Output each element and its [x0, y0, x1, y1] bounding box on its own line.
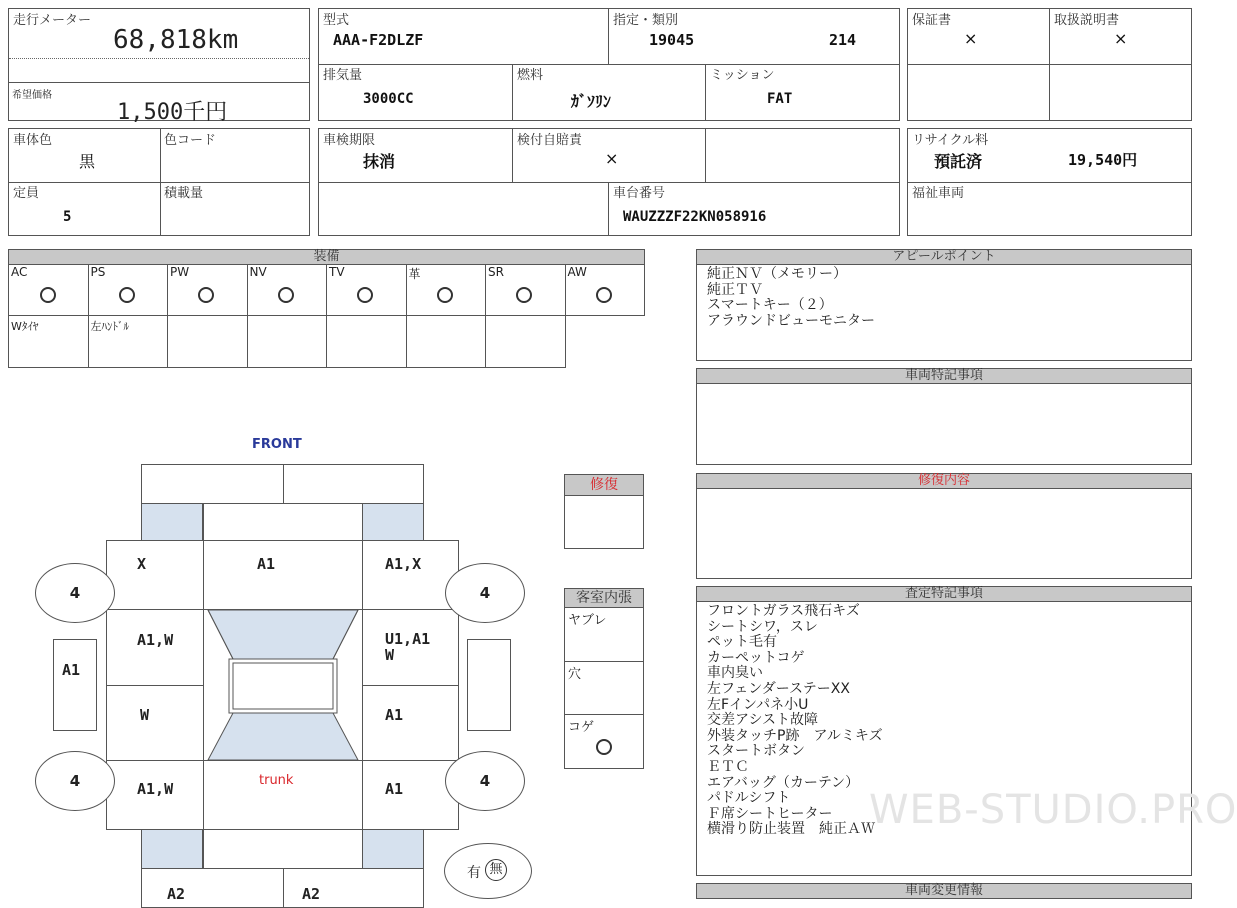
capacity-label: 定員: [13, 186, 40, 201]
assessment-line: Ｆ席シートヒーター: [707, 805, 833, 822]
panel-rear-door-left: [106, 685, 204, 761]
equipment-cell-2: [167, 264, 248, 316]
tire-rear-left: 4: [35, 751, 115, 811]
equipment-label: 左ﾊﾝﾄﾞﾙ: [90, 320, 129, 333]
odometer-value: 68,818km: [113, 25, 239, 55]
label-rear-left: A1,W: [137, 780, 174, 798]
fuel-value: ｶﾞｿﾘﾝ: [571, 92, 612, 111]
trunk-label: trunk: [259, 773, 294, 788]
equipment-label: AC: [11, 265, 28, 279]
rear-right-pillar-area: [362, 829, 424, 869]
assessment-line: 車内臭い: [707, 665, 763, 682]
assessment-line: 横滑り防止装置 純正ＡＷ: [707, 821, 875, 838]
equipment-label: TV: [329, 265, 345, 279]
assessment-line: 左Fインパネ小U: [707, 696, 809, 713]
panel-rear-right: [362, 760, 459, 830]
equipment-label: SR: [488, 265, 504, 279]
equipment-cell-0: [8, 264, 89, 316]
equipment-label: PS: [90, 265, 106, 279]
presence-yes-label: 有: [467, 865, 481, 881]
equipment-cell-row2-5: [406, 315, 487, 368]
interior-item: [564, 661, 644, 715]
equipment-cell-4: [326, 264, 407, 316]
special-notes-header: 車両特記事項: [696, 368, 1192, 384]
recycle-amount: 19,540円: [1068, 151, 1138, 169]
appeal-panel: [696, 264, 1192, 361]
interior-item-label: 穴: [568, 667, 582, 682]
assessment-line: カーペットコゲ: [707, 649, 805, 666]
repair-box: [564, 495, 644, 549]
equipment-cell-row2-6: [485, 315, 566, 368]
assessment-line: 交差アシスト故障: [707, 712, 819, 729]
front-label: FRONT: [252, 437, 302, 452]
equipment-label: AW: [567, 265, 587, 279]
equipment-mark: [357, 287, 373, 303]
inspection-value: 抹消: [363, 152, 396, 171]
assessment-panel: [696, 601, 1237, 876]
equipment-mark: [278, 287, 294, 303]
cabin-outline: [203, 609, 363, 761]
equipment-cell-7: [565, 264, 646, 316]
manual-value: ×: [1114, 29, 1128, 48]
warranty-label: 保証書: [912, 13, 952, 28]
label-bumper-left: A2: [167, 885, 186, 903]
load-label: 積載量: [164, 186, 204, 201]
assessment-line: ＥＴＣ: [707, 758, 749, 775]
equipment-cell-3: [247, 264, 328, 316]
color-code-label: 色コード: [164, 133, 217, 148]
odometer-price-box: [8, 8, 310, 125]
body-color-value: 黒: [79, 152, 96, 171]
assessment-line: 外装タッチP跡 アルミキズ: [707, 727, 883, 744]
label-rear-right: A1: [385, 780, 404, 798]
equipment-cell-row2-0: [8, 315, 89, 368]
designation-value-2: 214: [829, 31, 857, 49]
mission-label: ミッション: [710, 68, 775, 83]
panel-hood: [203, 540, 363, 610]
assessment-line: パドルシフト: [707, 790, 791, 807]
documents-box: [907, 8, 1192, 121]
interior-item: [564, 714, 644, 769]
appeal-line: スマートキー（２）: [707, 297, 833, 314]
body-color-label: 車体色: [13, 133, 53, 148]
equipment-label: NV: [249, 265, 267, 279]
interior-item-mark: [596, 739, 612, 755]
equipment-header: 装備: [8, 249, 645, 265]
equipment-cell-5: [406, 264, 487, 316]
rear-deck: [203, 829, 363, 869]
recycle-welfare-box: [907, 128, 1192, 236]
equipment-mark: [437, 287, 453, 303]
equipment-cell-row2-4: [326, 315, 407, 368]
side-skirt-right: [467, 639, 511, 731]
interior-item-label: ヤブレ: [568, 613, 607, 628]
interior-header: 客室内張: [564, 588, 644, 608]
tire-rear-right: 4: [445, 751, 525, 811]
assessment-line: スタートボタン: [707, 743, 805, 760]
equipment-mark: [596, 287, 612, 303]
hood-top: [203, 503, 363, 541]
capacity-value: 5: [63, 209, 72, 225]
chassis-value: WAUZZZF22KN058916: [623, 209, 767, 225]
tire-front-right: 4: [445, 563, 525, 623]
rear-left-pillar-area: [141, 829, 203, 869]
watermark-text: WEB-STUDIO.PRO: [869, 787, 1237, 833]
label-side-left: A1: [62, 661, 81, 679]
assessment-header: 査定特記事項: [696, 586, 1192, 602]
displacement-label: 排気量: [323, 68, 363, 83]
panel-front-right: [362, 540, 459, 610]
equipment-cell-1: [88, 264, 169, 316]
side-skirt-left: [53, 639, 97, 731]
chassis-label: 車台番号: [613, 186, 666, 201]
spare-presence-oval: [444, 843, 532, 899]
front-bumper: [141, 464, 424, 504]
welfare-label: 福祉車両: [912, 186, 965, 201]
label-bumper-right: A2: [302, 885, 321, 903]
assessment-line: エアバッグ（カーテン）: [707, 774, 860, 791]
inspection-label: 車検期限: [323, 133, 376, 148]
label-rear-door-right: A1: [385, 706, 404, 724]
equipment-label: PW: [170, 265, 190, 279]
manual-label: 取扱説明書: [1054, 13, 1120, 28]
presence-no-label: 無: [485, 859, 507, 881]
appeal-line: 純正ＮＶ（メモリー）: [707, 266, 847, 282]
tire-front-left: 4: [35, 563, 115, 623]
model-info-box: [318, 8, 900, 121]
insurance-label: 検付自賠責: [517, 133, 583, 148]
change-info-header: 車両変更情報: [696, 883, 1192, 899]
front-right-pillar-area: [362, 503, 424, 541]
equipment-cell-row2-2: [167, 315, 248, 368]
color-capacity-box: [8, 128, 310, 236]
designation-value-1: 19045: [649, 31, 695, 49]
special-notes-panel: [696, 383, 1192, 465]
front-left-pillar-area: [141, 503, 203, 541]
displacement-value: 3000CC: [363, 91, 414, 107]
equipment-mark: [198, 287, 214, 303]
label-front-right: A1,X: [385, 555, 422, 573]
panel-front-left: [106, 540, 204, 610]
appeal-lines: [707, 267, 1181, 329]
equipment-cell-row2-1: [88, 315, 169, 368]
appeal-line: アラウンドビューモニター: [707, 312, 875, 329]
equipment-mark: [516, 287, 532, 303]
assessment-line: シートシワ，スレ: [707, 618, 818, 635]
repair-content-panel: [696, 488, 1192, 579]
equipment-mark: [40, 287, 56, 303]
label-rear-door-left: W: [140, 706, 150, 724]
price-label: 希望価格: [12, 90, 52, 101]
mission-value: FAT: [767, 91, 793, 107]
warranty-value: ×: [964, 29, 978, 48]
fuel-label: 燃料: [517, 68, 544, 83]
label-front-door-left: A1,W: [137, 631, 174, 649]
equipment-label: Wﾀｲﾔ: [11, 320, 39, 333]
equipment-cell-row2-3: [247, 315, 328, 368]
odometer-label: 走行メーター: [13, 13, 92, 28]
label-front-door-right: U1,A1 W: [385, 630, 431, 664]
insurance-value: ×: [605, 149, 619, 168]
recycle-status: 預託済: [934, 152, 983, 171]
equipment-label: 革: [408, 267, 421, 281]
label-front-left: X: [137, 555, 147, 573]
label-hood: A1: [257, 555, 276, 573]
model-value: AAA-F2DLZF: [333, 31, 424, 49]
repair-header: 修復: [564, 474, 644, 496]
equipment-mark: [119, 287, 135, 303]
interior-item: [564, 607, 644, 662]
assessment-line: フロントガラス飛石キズ: [707, 603, 860, 619]
inspection-chassis-box: [318, 128, 900, 236]
appeal-header: アピールポイント: [696, 249, 1192, 265]
equipment-cell-6: [485, 264, 566, 316]
price-value: 1,500千円: [117, 100, 228, 125]
appeal-line: 純正ＴＶ: [707, 281, 763, 298]
designation-label: 指定・類別: [613, 13, 679, 28]
assessment-line: 左フェンダーステーXX: [707, 680, 850, 697]
panel-trunk: [203, 760, 363, 830]
model-label: 型式: [323, 13, 350, 28]
panel-rear-door-right: [362, 685, 459, 761]
interior-item-label: コゲ: [568, 720, 595, 735]
assessment-line: ペット毛有: [707, 634, 777, 651]
repair-content-header: 修復内容: [696, 473, 1192, 489]
recycle-label: リサイクル料: [912, 133, 989, 148]
